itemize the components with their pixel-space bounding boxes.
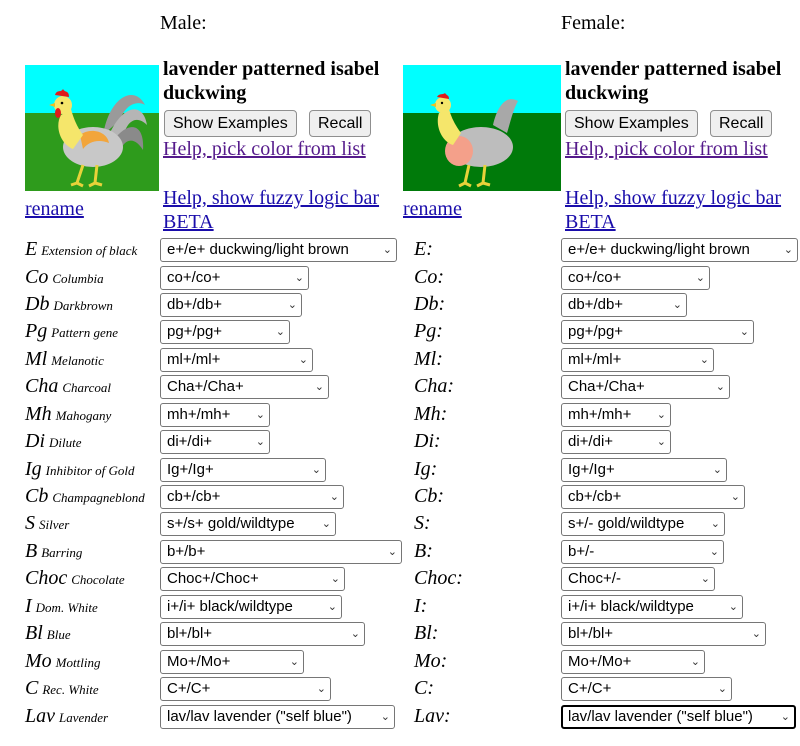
- gene-symbol: Ml: [25, 348, 48, 370]
- select-value: Ig+/Ig+: [167, 461, 214, 478]
- female-gene-select[interactable]: [561, 567, 715, 591]
- gene-name: Dom. White: [35, 600, 98, 615]
- select-value: Cha+/Cha+: [568, 378, 645, 395]
- female-gene-label: Ig:: [414, 458, 438, 480]
- gene-label: [25, 320, 118, 343]
- gene-name: Rec. White: [42, 682, 99, 697]
- chevron-down-icon: ⌄: [700, 573, 710, 585]
- gene-label: [25, 348, 104, 371]
- female-gene-select[interactable]: [561, 348, 714, 372]
- female-gene-select[interactable]: [561, 705, 796, 729]
- select-value: i+/i+ black/wildtype: [568, 598, 694, 615]
- select-value: bl+/bl+: [568, 625, 614, 642]
- female-gene-select[interactable]: [561, 622, 766, 646]
- select-value: ml+/ml+: [568, 351, 622, 368]
- female-gene-label: Pg:: [414, 320, 443, 342]
- chevron-down-icon: ⌄: [314, 381, 324, 393]
- select-value: i+/i+ black/wildtype: [167, 598, 293, 615]
- male-gene-select[interactable]: [160, 458, 326, 482]
- select-value: b+/b+: [167, 543, 206, 560]
- female-gene-label: Di:: [414, 430, 441, 452]
- male-gene-select[interactable]: [160, 266, 309, 290]
- hen-image: [403, 65, 537, 191]
- gene-label: [25, 595, 98, 618]
- male-show-examples-button[interactable]: Show Examples: [164, 110, 297, 137]
- male-gene-select[interactable]: [160, 540, 402, 564]
- chevron-down-icon: ⌄: [289, 656, 299, 668]
- select-value: e+/e+ duckwing/light brown: [568, 241, 750, 258]
- gene-name: Charcoal: [62, 380, 111, 395]
- gene-symbol: Cha: [25, 375, 59, 397]
- gene-symbol: B: [25, 540, 38, 562]
- gene-name: Lavender: [59, 710, 109, 725]
- gene-name: Mahogany: [55, 408, 112, 423]
- chevron-down-icon: ⌄: [715, 381, 725, 393]
- chevron-down-icon: ⌄: [294, 272, 304, 284]
- chevron-down-icon: ⌄: [327, 601, 337, 613]
- male-gene-select[interactable]: [160, 705, 395, 729]
- female-gene-select[interactable]: [561, 458, 727, 482]
- gene-name: Chocolate: [71, 572, 125, 587]
- male-gene-select[interactable]: [160, 348, 313, 372]
- select-value: Cha+/Cha+: [167, 378, 244, 395]
- gene-name: Columbia: [52, 271, 104, 286]
- gene-label: [25, 430, 82, 453]
- female-header: Female:: [561, 12, 626, 34]
- male-gene-select[interactable]: [160, 320, 290, 344]
- male-gene-select[interactable]: [160, 650, 304, 674]
- select-value: ml+/ml+: [167, 351, 221, 368]
- gene-label: [25, 677, 99, 700]
- gene-symbol: Mo: [25, 650, 52, 672]
- chevron-down-icon: ⌄: [690, 656, 700, 668]
- select-value: pg+/pg+: [167, 323, 223, 340]
- gene-name: Barring: [41, 545, 83, 560]
- chevron-down-icon: ⌄: [380, 711, 390, 723]
- male-gene-select[interactable]: [160, 677, 331, 701]
- chevron-down-icon: ⌄: [656, 436, 666, 448]
- female-gene-label: Db:: [414, 293, 446, 315]
- select-value: Mo+/Mo+: [167, 653, 231, 670]
- gene-name: Dilute: [49, 435, 82, 450]
- gene-symbol: Di: [25, 430, 45, 452]
- gene-label: [25, 403, 111, 426]
- gene-name: Pattern gene: [51, 325, 119, 340]
- female-gene-select[interactable]: [561, 403, 671, 427]
- chevron-down-icon: ⌄: [275, 326, 285, 338]
- female-recall-button[interactable]: Recall: [710, 110, 772, 137]
- select-value: Ig+/Ig+: [568, 461, 615, 478]
- male-gene-select[interactable]: [160, 512, 336, 536]
- male-color-name: lavender patterned isabel duckwing: [163, 58, 380, 104]
- female-gene-label: Bl:: [414, 622, 439, 644]
- select-value: s+/s+ gold/wildtype: [167, 515, 295, 532]
- select-value: db+/db+: [568, 296, 624, 313]
- rooster-image: [25, 65, 159, 191]
- female-gene-label: E:: [414, 238, 433, 260]
- female-gene-select[interactable]: [561, 650, 705, 674]
- select-value: co+/co+: [568, 269, 622, 286]
- chevron-down-icon: ⌄: [311, 464, 321, 476]
- female-rename-link[interactable]: rename: [403, 198, 462, 220]
- female-gene-select[interactable]: [561, 293, 687, 317]
- select-value: pg+/pg+: [568, 323, 624, 340]
- chevron-down-icon: ⌄: [387, 546, 397, 558]
- gene-label: [25, 266, 104, 289]
- gene-label: [25, 650, 100, 673]
- select-value: s+/- gold/wildtype: [568, 515, 685, 532]
- select-value: cb+/cb+: [167, 488, 221, 505]
- female-gene-select[interactable]: [561, 238, 798, 262]
- chevron-down-icon: ⌄: [350, 628, 360, 640]
- chevron-down-icon: ⌄: [717, 683, 727, 695]
- female-color-name: lavender patterned isabel duckwing: [565, 58, 782, 104]
- gene-label: [25, 512, 69, 535]
- chevron-down-icon: ⌄: [709, 546, 719, 558]
- gene-label: [25, 375, 111, 398]
- male-gene-select[interactable]: [160, 595, 342, 619]
- female-gene-label: Ml:: [414, 348, 443, 370]
- gene-symbol: C: [25, 677, 39, 699]
- select-value: mh+/mh+: [568, 406, 632, 423]
- gene-symbol: Co: [25, 266, 49, 288]
- select-value: lav/lav lavender ("self blue"): [167, 708, 352, 725]
- female-gene-select[interactable]: [561, 375, 730, 399]
- gene-name: Inhibitor of Gold: [45, 463, 135, 478]
- female-help-pick-link[interactable]: Help, pick color from list: [565, 138, 768, 160]
- gene-symbol: Cb: [25, 485, 49, 507]
- gene-symbol: E: [25, 238, 38, 260]
- gene-label: [25, 705, 108, 728]
- gene-label: [25, 293, 113, 316]
- male-header: Male:: [160, 12, 207, 34]
- chevron-down-icon: ⌄: [382, 244, 392, 256]
- chevron-down-icon: ⌄: [287, 299, 297, 311]
- gene-name: Melanotic: [51, 353, 104, 368]
- gene-symbol: Choc: [25, 567, 68, 589]
- select-value: Mo+/Mo+: [568, 653, 632, 670]
- female-gene-select[interactable]: [561, 595, 743, 619]
- female-gene-select[interactable]: [561, 485, 745, 509]
- female-gene-select[interactable]: [561, 320, 754, 344]
- chevron-down-icon: ⌄: [780, 711, 790, 723]
- select-value: lav/lav lavender ("self blue"): [568, 708, 753, 725]
- gene-symbol: Mh: [25, 403, 52, 425]
- select-value: cb+/cb+: [568, 488, 622, 505]
- male-help-pick-link[interactable]: Help, pick color from list: [163, 138, 366, 160]
- male-gene-select[interactable]: [160, 238, 397, 262]
- female-gene-label: Choc:: [414, 567, 463, 589]
- male-gene-select[interactable]: [160, 293, 302, 317]
- female-help-fuzzy-link[interactable]: Help, show fuzzy logic bar BETA: [565, 187, 782, 233]
- select-value: db+/db+: [167, 296, 223, 313]
- gene-symbol: Bl: [25, 622, 43, 644]
- chevron-down-icon: ⌄: [255, 436, 265, 448]
- chevron-down-icon: ⌄: [730, 491, 740, 503]
- chevron-down-icon: ⌄: [712, 464, 722, 476]
- female-gene-label: Cha:: [414, 375, 454, 397]
- select-value: mh+/mh+: [167, 406, 231, 423]
- chevron-down-icon: ⌄: [298, 354, 308, 366]
- chevron-down-icon: ⌄: [783, 244, 793, 256]
- select-value: bl+/bl+: [167, 625, 213, 642]
- female-gene-label: I:: [414, 595, 428, 617]
- gene-symbol: S: [25, 512, 35, 534]
- female-gene-label: C:: [414, 677, 434, 699]
- select-value: Choc+/-: [568, 570, 621, 587]
- chevron-down-icon: ⌄: [728, 601, 738, 613]
- male-gene-select[interactable]: [160, 485, 344, 509]
- female-gene-label: Co:: [414, 266, 444, 288]
- select-value: di+/di+: [167, 433, 213, 450]
- female-gene-label: Mo:: [414, 650, 448, 672]
- female-gene-label: Lav:: [414, 705, 451, 727]
- select-value: co+/co+: [167, 269, 221, 286]
- female-gene-select[interactable]: [561, 430, 671, 454]
- male-help-fuzzy-link[interactable]: Help, show fuzzy logic bar BETA: [163, 187, 380, 233]
- gene-name: Mottling: [55, 655, 101, 670]
- female-gene-select[interactable]: [561, 512, 725, 536]
- chevron-down-icon: ⌄: [695, 272, 705, 284]
- gene-name: Darkbrown: [53, 298, 113, 313]
- female-gene-label: Mh:: [414, 403, 448, 425]
- female-show-examples-button[interactable]: Show Examples: [565, 110, 698, 137]
- chevron-down-icon: ⌄: [739, 326, 749, 338]
- female-gene-label: S:: [414, 512, 431, 534]
- gene-label: [25, 458, 135, 481]
- gene-symbol: Pg: [25, 320, 48, 342]
- chevron-down-icon: ⌄: [255, 409, 265, 421]
- female-gene-label: B:: [414, 540, 433, 562]
- female-gene-select[interactable]: [561, 540, 724, 564]
- female-gene-label: Cb:: [414, 485, 444, 507]
- chevron-down-icon: ⌄: [699, 354, 709, 366]
- gene-label: [25, 540, 82, 563]
- gene-name: Silver: [39, 517, 70, 532]
- gene-symbol: Db: [25, 293, 50, 315]
- chevron-down-icon: ⌄: [751, 628, 761, 640]
- male-rename-link[interactable]: rename: [25, 198, 84, 220]
- select-value: C+/C+: [568, 680, 612, 697]
- gene-label: [25, 485, 145, 508]
- male-gene-select[interactable]: [160, 430, 270, 454]
- chevron-down-icon: ⌄: [330, 573, 340, 585]
- select-value: Choc+/Choc+: [167, 570, 259, 587]
- select-value: C+/C+: [167, 680, 211, 697]
- male-gene-select[interactable]: [160, 622, 365, 646]
- select-value: b+/-: [568, 543, 595, 560]
- chevron-down-icon: ⌄: [656, 409, 666, 421]
- chevron-down-icon: ⌄: [672, 299, 682, 311]
- female-gene-select[interactable]: [561, 677, 732, 701]
- gene-symbol: I: [25, 595, 32, 617]
- chevron-down-icon: ⌄: [710, 518, 720, 530]
- gene-label: [25, 622, 71, 645]
- male-gene-select[interactable]: [160, 403, 270, 427]
- chevron-down-icon: ⌄: [321, 518, 331, 530]
- chevron-down-icon: ⌄: [329, 491, 339, 503]
- gene-symbol: Lav: [25, 705, 55, 727]
- female-gene-select[interactable]: [561, 266, 710, 290]
- chevron-down-icon: ⌄: [316, 683, 326, 695]
- male-gene-select[interactable]: [160, 375, 329, 399]
- male-recall-button[interactable]: Recall: [309, 110, 371, 137]
- gene-name: Blue: [46, 627, 71, 642]
- select-value: di+/di+: [568, 433, 614, 450]
- gene-name: Extension of black: [41, 243, 138, 258]
- select-value: e+/e+ duckwing/light brown: [167, 241, 349, 258]
- gene-symbol: Ig: [25, 458, 42, 480]
- male-gene-select[interactable]: [160, 567, 345, 591]
- gene-name: Champagneblond: [52, 490, 145, 505]
- gene-label: [25, 238, 137, 261]
- gene-label: [25, 567, 125, 590]
